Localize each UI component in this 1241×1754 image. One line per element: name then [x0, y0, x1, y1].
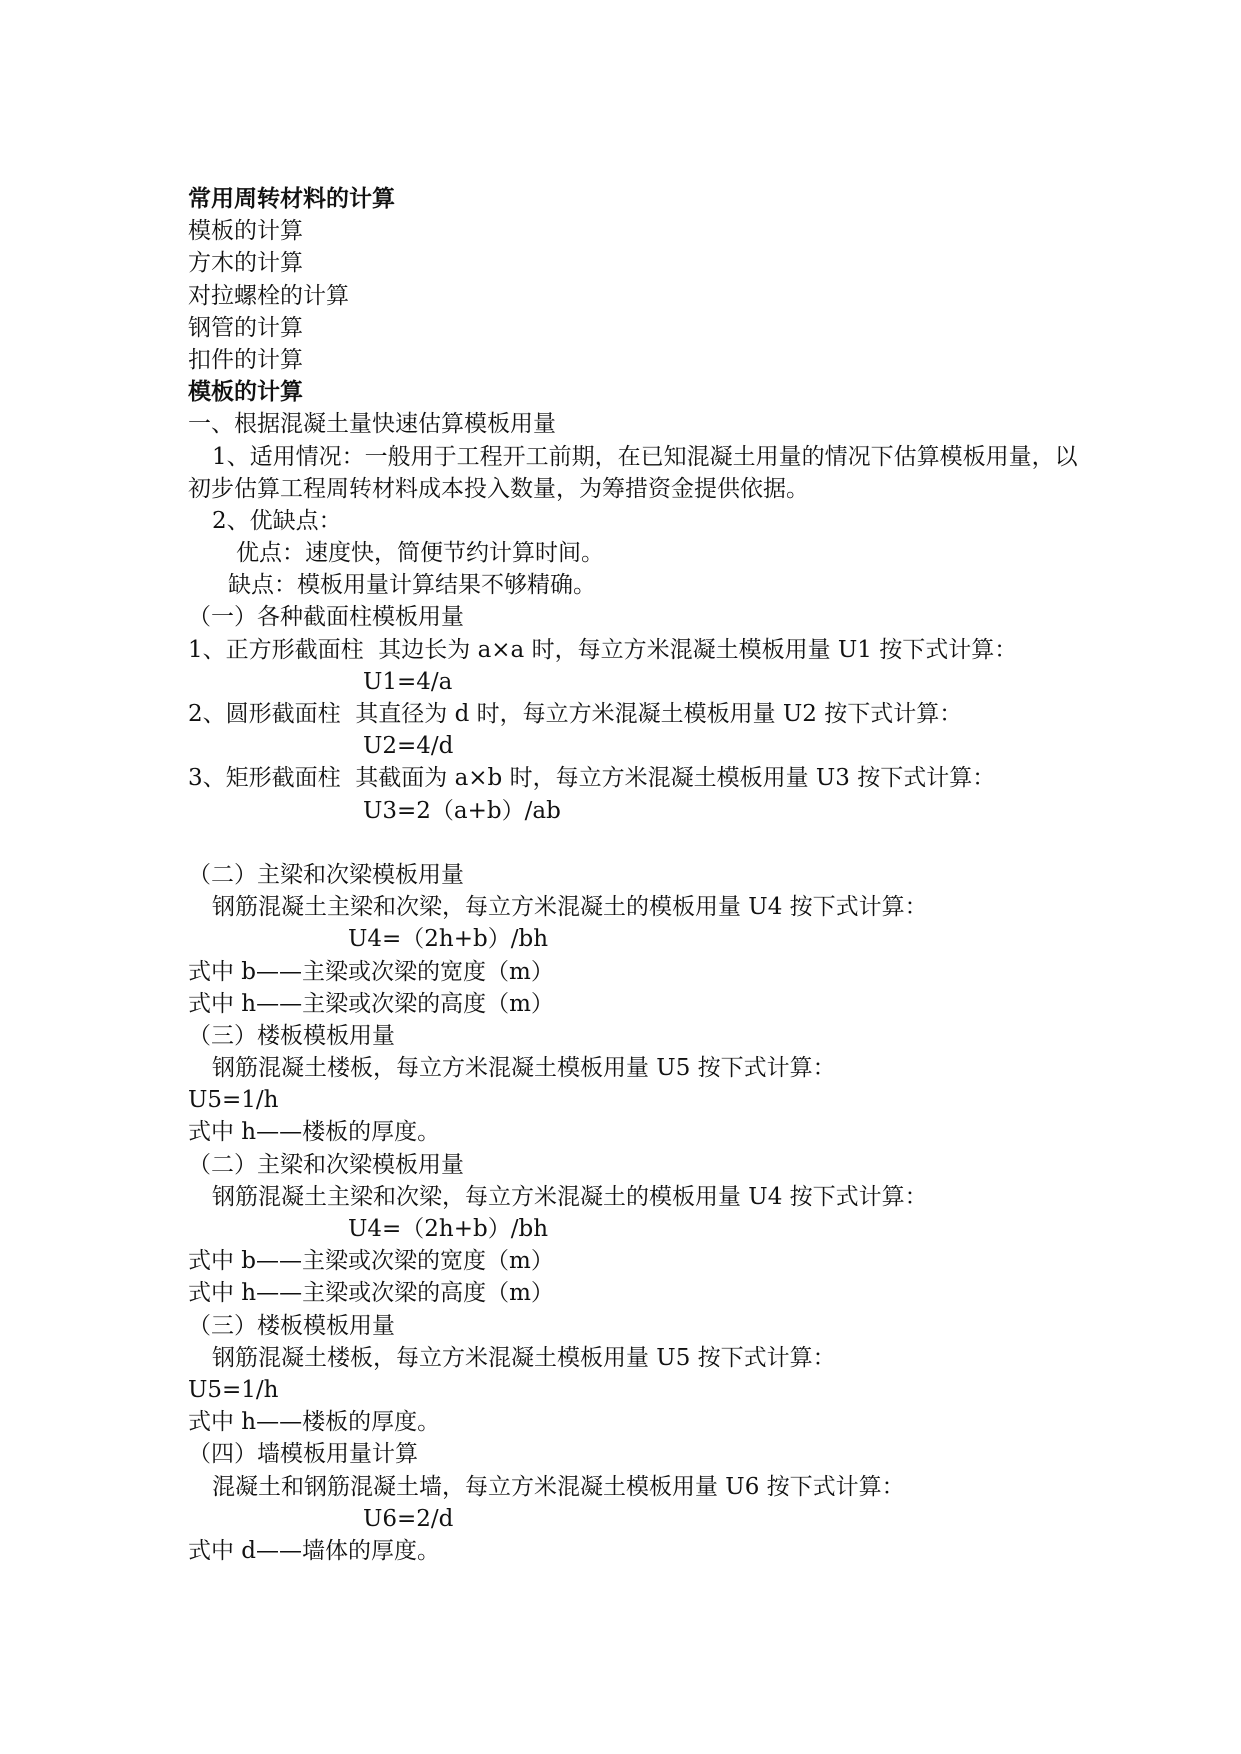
usage-text: 1、适用情况：一般用于工程开工前期，在已知混凝土用量的情况下估算模板用量，以初步估算工程周转材料成本投入数量，为筹措资金提供依据。 [188, 443, 1078, 502]
wall-text: 混凝土和钢筋混凝土墙，每立方米混凝土模板用量 U6 按下式计算： [212, 1473, 905, 1500]
pros-text: 优点：速度快，简便节约计算时间。 [236, 540, 604, 567]
wall-heading: （四）墙模板用量计算 [188, 1441, 418, 1468]
slab-heading-repeat: （三）楼板模板用量 [188, 1312, 395, 1339]
formula-u6: U6=2/d [363, 1505, 454, 1532]
toc-item-coupler: 扣件的计算 [188, 346, 303, 373]
beam-height-note-repeat: 式中 h——主梁或次梁的高度（m） [188, 1280, 554, 1307]
beam-text: 钢筋混凝土主梁和次梁，每立方米混凝土的模板用量 U4 按下式计算： [212, 894, 928, 921]
section-title: 模板的计算 [188, 378, 303, 406]
usage-paragraph [188, 441, 1088, 505]
formula-u4-repeat: U4=（2h+b）/bh [348, 1216, 549, 1243]
column-round-text: 2、圆形截面柱 其直径为 d 时，每立方米混凝土模板用量 U2 按下式计算： [188, 701, 963, 728]
column-heading: （一）各种截面柱模板用量 [188, 604, 464, 631]
pros-cons-heading: 2、优缺点： [212, 507, 342, 534]
toc-item-timber: 方木的计算 [188, 250, 303, 277]
document-title: 常用周转材料的计算 [188, 185, 395, 212]
formula-u5-repeat: U5=1/h [188, 1376, 279, 1403]
document-body [188, 183, 1088, 1567]
beam-heading-repeat: （二）主梁和次梁模板用量 [188, 1151, 464, 1178]
beam-height-note: 式中 h——主梁或次梁的高度（m） [188, 990, 554, 1017]
slab-thickness-note-repeat: 式中 h——楼板的厚度。 [188, 1409, 441, 1436]
slab-text: 钢筋混凝土楼板，每立方米混凝土模板用量 U5 按下式计算： [212, 1055, 836, 1082]
formula-u5: U5=1/h [188, 1087, 279, 1114]
cons-text: 缺点：模板用量计算结果不够精确。 [228, 572, 596, 599]
formula-u1: U1=4/a [363, 668, 453, 695]
slab-text-repeat: 钢筋混凝土楼板，每立方米混凝土模板用量 U5 按下式计算： [212, 1344, 836, 1371]
blank-line [188, 827, 1088, 859]
column-rect-text: 3、矩形截面柱 其截面为 a×b 时，每立方米混凝土模板用量 U3 按下式计算： [188, 765, 996, 792]
formula-u3: U3=2（a+b）/ab [363, 797, 561, 824]
slab-thickness-note: 式中 h——楼板的厚度。 [188, 1119, 441, 1146]
toc-item-formwork: 模板的计算 [188, 218, 303, 245]
formula-u4: U4=（2h+b）/bh [348, 926, 549, 953]
formula-u2: U2=4/d [363, 733, 454, 760]
slab-heading: （三）楼板模板用量 [188, 1022, 395, 1049]
beam-width-note: 式中 b——主梁或次梁的宽度（m） [188, 958, 554, 985]
beam-text-repeat: 钢筋混凝土主梁和次梁，每立方米混凝土的模板用量 U4 按下式计算： [212, 1183, 928, 1210]
wall-thickness-note: 式中 d——墙体的厚度。 [188, 1537, 441, 1564]
beam-heading: （二）主梁和次梁模板用量 [188, 861, 464, 888]
toc-item-steel-pipe: 钢管的计算 [188, 314, 303, 341]
toc-item-tie-bolt: 对拉螺栓的计算 [188, 282, 349, 309]
heading-estimate: 一、根据混凝土量快速估算模板用量 [188, 411, 556, 438]
column-square-text: 1、正方形截面柱 其边长为 a×a 时，每立方米混凝土模板用量 U1 按下式计算： [188, 636, 1018, 663]
beam-width-note-repeat: 式中 b——主梁或次梁的宽度（m） [188, 1248, 554, 1275]
